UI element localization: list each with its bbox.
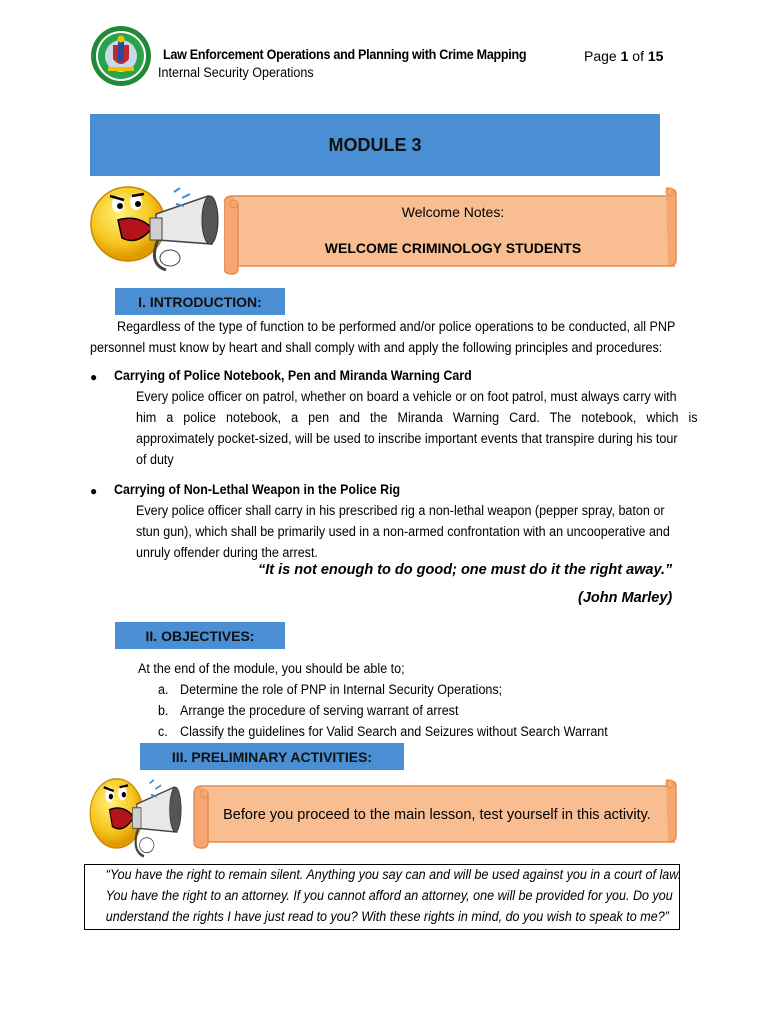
- preliminary-heading-text: III. PRELIMINARY ACTIVITIES:: [171, 748, 373, 765]
- body-line: unruly offender during the arrest.: [136, 545, 318, 560]
- objectives-intro: At the end of the module, you should be able to;: [138, 661, 405, 676]
- course-title: Law Enforcement Operations and Planning with Crime Mapping: [163, 47, 527, 62]
- megaphone-emoji-icon: [88, 776, 184, 862]
- body-line: approximately pocket-sized, will be used to inscribe important events that transpire during his tour: [136, 431, 678, 446]
- objective-item-b: Arrange the procedure of serving warrant of arrest: [180, 703, 459, 718]
- objectives-heading: [115, 622, 285, 649]
- welcome-label: Welcome Notes:: [401, 204, 505, 220]
- quote-author: (John Marley): [578, 590, 673, 606]
- megaphone-emoji-icon: [88, 184, 222, 276]
- objective-item-a: Determine the role of PNP in Internal Security Operations;: [180, 682, 503, 697]
- bullet-body-non-lethal: [136, 500, 710, 563]
- welcome-scroll: [224, 184, 680, 276]
- objective-marker-c: c.: [158, 724, 168, 739]
- intro-lead-line1: Regardless of the type of function to be performed and/or police operations to be conducted, all PNP: [117, 319, 676, 334]
- institution-seal-icon: [90, 25, 152, 87]
- module-title: MODULE 3: [328, 134, 422, 155]
- preliminary-heading: [140, 743, 404, 770]
- introduction-heading-text: I. INTRODUCTION:: [138, 293, 262, 310]
- introduction-heading: [115, 288, 285, 315]
- page-total: 15: [647, 48, 664, 64]
- body-line: Every police officer shall carry in his prescribed rig a non-lethal weapon (pepper spray, baton or: [136, 503, 665, 518]
- rights-line: “You have the right to remain silent. Anything you say can and will be used against you in a court of law.: [105, 867, 682, 882]
- course-subtitle: Internal Security Operations: [158, 65, 314, 80]
- body-line: stun gun), which shall be primarily used in a non-armed confrontation with an uncooperative and: [136, 524, 670, 539]
- bullet-body-notebook: [136, 386, 740, 470]
- quote-text: “It is not enough to do good; one must do it the right away.”: [258, 562, 673, 578]
- rights-line: You have the right to an attorney. If you cannot afford an attorney, one will be provided for you. Do you: [105, 888, 673, 903]
- activity-instruction: Before you proceed to the main lesson, test yourself in this activity.: [223, 807, 651, 823]
- objective-marker-b: b.: [158, 703, 169, 718]
- bullet-title-notebook: Carrying of Police Notebook, Pen and Miranda Warning Card: [114, 368, 472, 383]
- objective-item-c: Classify the guidelines for Valid Search and Seizures without Search Warrant: [180, 724, 608, 739]
- bullet-title-non-lethal: Carrying of Non-Lethal Weapon in the Police Rig: [114, 482, 401, 497]
- module-banner: [90, 114, 660, 176]
- page-of: of: [628, 48, 648, 64]
- body-line: Every police officer on patrol, whether on board a vehicle or on foot patrol, must always carry with: [136, 389, 677, 404]
- rights-line: understand the rights I have just read to you? With these rights in mind, do you wish to speak to me?”: [105, 909, 669, 924]
- objective-marker-a: a.: [158, 682, 169, 697]
- intro-lead-line2: personnel must know by heart and shall comply with and apply the following principles and procedures:: [90, 340, 663, 355]
- page-indicator: [584, 48, 663, 64]
- miranda-rights-box: [84, 864, 680, 930]
- objectives-heading-text: II. OBJECTIVES:: [145, 627, 255, 644]
- welcome-message: WELCOME CRIMINOLOGY STUDENTS: [324, 240, 582, 256]
- bullet-icon: ●: [90, 484, 98, 498]
- page-prefix: Page: [584, 48, 621, 64]
- body-line: of duty: [136, 452, 174, 467]
- body-line: him a police notebook, a pen and the Miranda Warning Card. The notebook, which is: [136, 410, 698, 425]
- page-current: 1: [620, 48, 629, 64]
- bullet-icon: ●: [90, 370, 98, 384]
